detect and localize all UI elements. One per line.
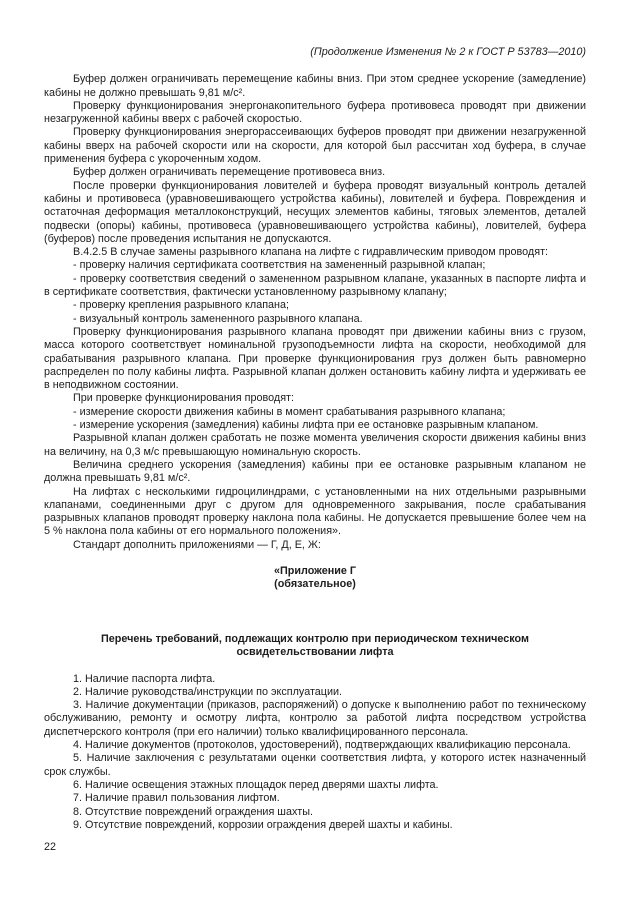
- list-item: 4. Наличие документов (протоколов, удостоверений), подтверждающих квалификацию персонала.: [73, 739, 571, 752]
- list-item: 9. Отсутствие повреждений, коррозии ограждения дверей шахты и кабины.: [73, 818, 453, 831]
- paragraph: После проверки функционирования ловителей и буфера проводят визуальный контроль деталей кабины и противовеса (уравновешивающего устройства кабины), ловителей и буфера. Повреждения и остаточная деформация металлоконструкций, несущих элементов кабины, тяговых элементов, деталей подвески (опоры) кабины, противовеса (уравновешивающего устройства кабины), ловителей, буфера (буферов) после проведения испытания не допускаются.: [44, 179, 586, 245]
- paragraph: На лифтах с несколькими гидроцилиндрами, с установленными на них отдельными разрывными клапанами, соединенными друг с другом для одновременного закрывания, после срабатывания разрывных клапанов проводят проверку наклона пола кабины. Не допускается превышение более чем на 5 % наклона пола кабины от его нормального положения».: [44, 485, 586, 538]
- list-dash-item: - проверку наличия сертификата соответствия на замененный разрывной клапан;: [73, 259, 486, 272]
- appendix-title-block: [44, 565, 586, 592]
- list-item: 3. Наличие документации (приказов, распоряжений) о допуске к выполнению работ по техническому обслуживанию, ремонту и осмотру лифта, контролю за работой лифта посредством устройства диспетчерского контроля (при его наличии) только квалифицированного персонала.: [44, 699, 586, 738]
- appendix-heading: Перечень требований, подлежащих контролю при периодическом техническом освидетельствовании лифта: [101, 632, 529, 659]
- paragraph: Величина среднего ускорения (замедления) кабины при ее остановке разрывным клапаном не должна превышать 9,81 м/с².: [44, 458, 586, 485]
- list-dash-item: - измерение ускорения (замедления) кабины лифта при ее остановке разрывным клапаном.: [73, 419, 539, 432]
- list-dash-item: - проверку соответствия сведений о замененном разрывном клапане, указанных в паспорте лифта и в сертификате соответствия, фактически установленному разрывному клапану;: [44, 272, 586, 299]
- list-dash-item: - проверку крепления разрывного клапана;: [73, 299, 290, 312]
- list-item: 8. Отсутствие повреждений ограждения шахты.: [73, 805, 313, 818]
- list-item: 7. Наличие правил пользования лифтом.: [73, 792, 280, 805]
- header-note: (Продолжение Изменения № 2 к ГОСТ Р 53783—2010): [310, 46, 586, 58]
- appendix-title: «Приложение Г: [274, 564, 356, 577]
- list-item: 2. Наличие руководства/инструкции по эксплуатации.: [73, 685, 343, 698]
- page-number: 22: [44, 841, 57, 854]
- list-item: 6. Наличие освещения этажных площадок перед дверями шахты лифта.: [73, 778, 439, 791]
- paragraph: Буфер должен ограничивать перемещение противовеса вниз.: [73, 166, 386, 179]
- paragraph: Стандарт дополнить приложениями — Г, Д, Е, Ж:: [73, 538, 321, 551]
- paragraph: При проверке функционирования проводят:: [73, 392, 294, 405]
- paragraph: Разрывной клапан должен сработать не позже момента увеличения скорости движения кабины вниз на величину, на 0,3 м/с превышающую номинальную скорость.: [44, 432, 586, 458]
- paragraph: Проверку функционирования разрывного клапана проводят при движении кабины вниз с грузом, масса которого соответствует номинальной грузоподъемности лифта на скорости, необходимой для срабатывания разрывного клапана. При проверке функционирования груз должен быть равномерно распределен по полу кабины лифта. Разрывной клапан должен остановить кабину лифта и удерживать ее в неподвижном состоянии.: [44, 325, 586, 392]
- list-dash-item: - измерение скорости движения кабины в момент срабатывания разрывного клапана;: [73, 405, 506, 418]
- list-item: 5. Наличие заключения с результатами оценки соответствия лифта, у которого истек назначенный срок службы.: [44, 752, 586, 778]
- appendix-subtitle: (обязательное): [274, 578, 356, 591]
- paragraph: Буфер должен ограничивать перемещение кабины вниз. При этом среднее ускорение (замедление) кабины не должно превышать 9,81 м/с².: [44, 73, 586, 99]
- list-dash-item: - визуальный контроль замененного разрывного клапана.: [73, 312, 363, 325]
- list-item: 1. Наличие паспорта лифта.: [73, 672, 216, 685]
- paragraph: Проверку функционирования энергорассеивающих буферов проводят при движении незагруженной кабины вверх на рабочей скорости или на скорости, для которой был рассчитан ход буфера, в случае применения буфера с укороченным ходом.: [44, 126, 586, 166]
- paragraph: Проверку функционирования энергонакопительного буфера противовеса проводят при движении незагруженной кабины вверх с рабочей скоростью.: [44, 99, 586, 126]
- paragraph-clause: В.4.2.5 В случае замены разрывного клапана на лифте с гидравлическим приводом проводят:: [73, 246, 549, 259]
